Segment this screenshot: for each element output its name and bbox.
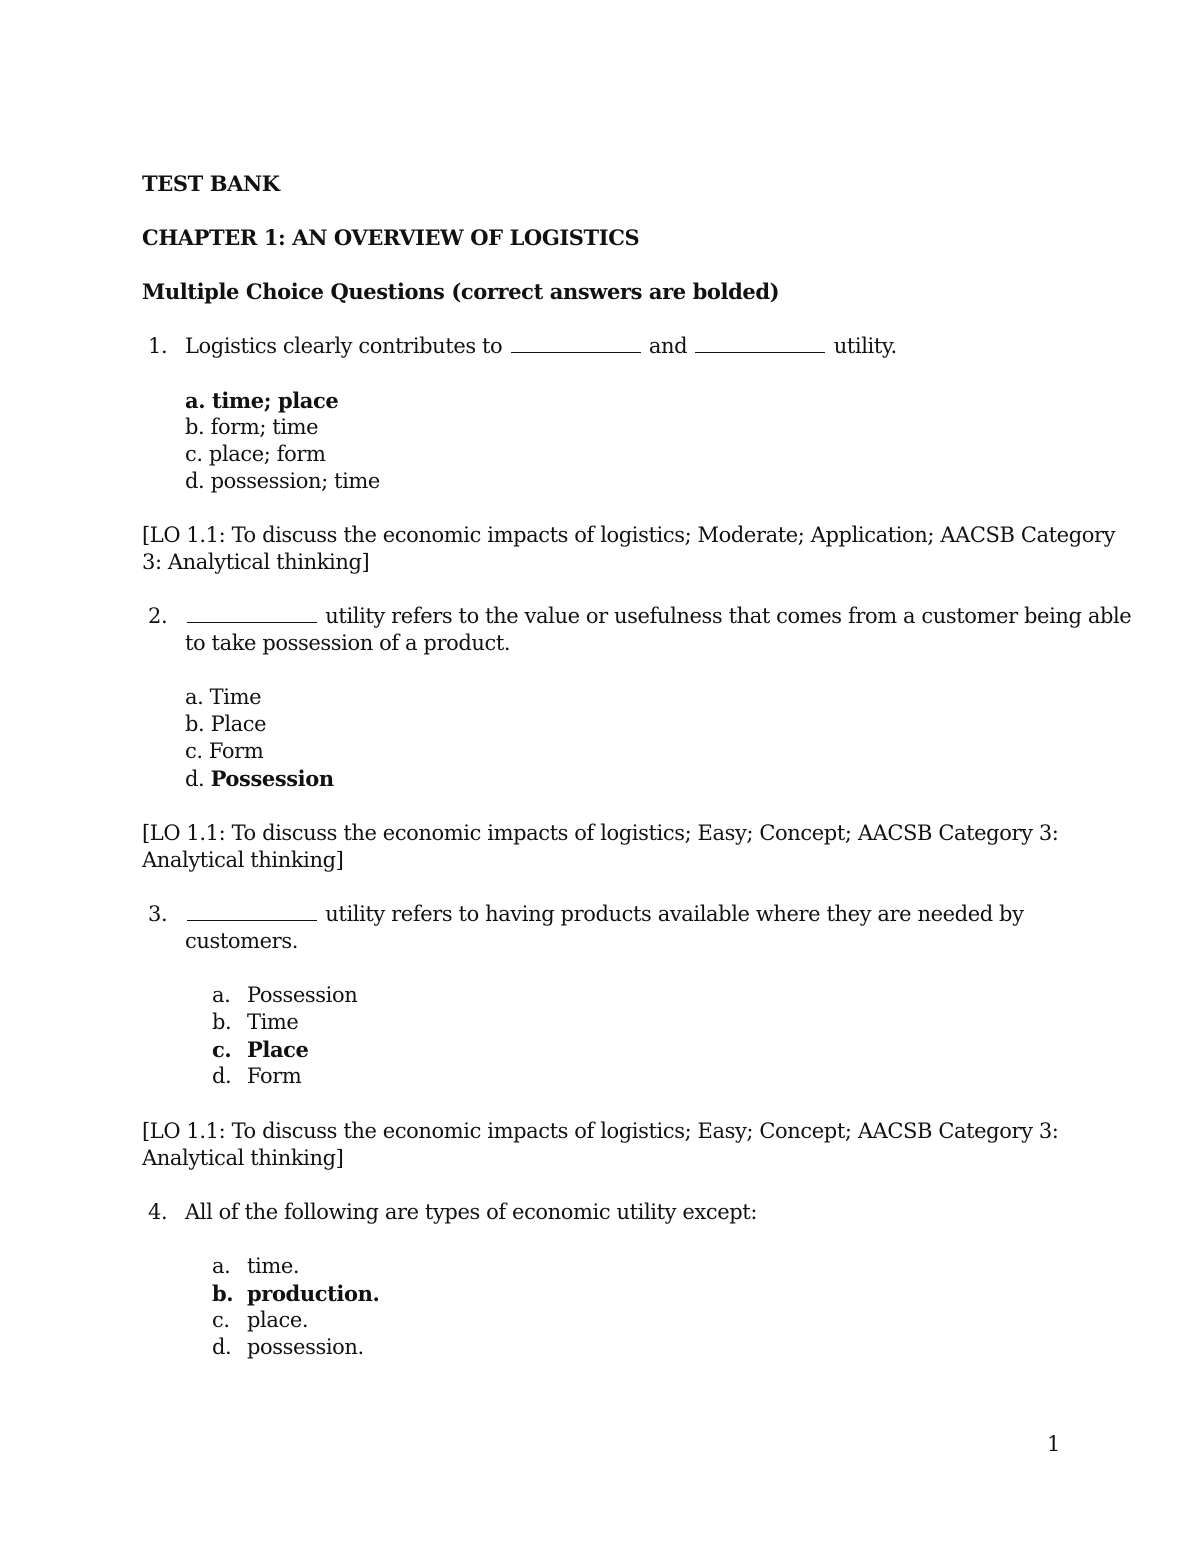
option: Time — [247, 1010, 299, 1034]
answer-blank — [187, 919, 317, 921]
option-correct: Place — [247, 1037, 309, 1062]
option: c. place; form — [185, 442, 326, 466]
option: c. Form — [185, 739, 264, 763]
learning-objective-note: Analytical thinking] — [142, 848, 344, 872]
option-letter: c. — [212, 1308, 230, 1332]
option-letter: d. — [212, 1335, 232, 1359]
chapter-heading: CHAPTER 1: AN OVERVIEW OF LOGISTICS — [142, 225, 640, 250]
option: possession. — [247, 1335, 364, 1359]
option-letter: a. — [212, 983, 231, 1007]
question-3-number: 3. — [148, 902, 168, 926]
option: Form — [247, 1064, 302, 1088]
learning-objective-note: 3: Analytical thinking] — [142, 550, 370, 574]
option: d. possession; time — [185, 469, 380, 493]
question-2-text: utility refers to the value or usefulness that comes from a customer being able — [185, 603, 1131, 630]
question-3-text: utility refers to having products available where they are needed by — [185, 901, 1024, 928]
question-1-text: Logistics clearly contributes to and utility. — [185, 334, 897, 358]
option-letter: c. — [212, 1037, 232, 1062]
option-correct: a. time; place — [185, 388, 339, 413]
option: time. — [247, 1254, 300, 1278]
question-4-text: All of the following are types of economic utility except: — [185, 1200, 758, 1224]
test-bank-title: TEST BANK — [142, 171, 280, 196]
question-4-number: 4. — [148, 1200, 168, 1224]
learning-objective-note: [LO 1.1: To discuss the economic impacts of logistics; Easy; Concept; AACSB Category 3: — [142, 821, 1059, 845]
answer-blank — [695, 351, 825, 353]
option: a. Time — [185, 685, 262, 709]
option: Possession — [247, 983, 358, 1007]
option: b. form; time — [185, 415, 319, 439]
option-letter: b. — [212, 1010, 232, 1034]
answer-blank — [511, 351, 641, 353]
option-correct: d. Possession — [185, 766, 334, 791]
answer-blank — [187, 621, 317, 623]
option-correct: production. — [247, 1281, 380, 1306]
question-3-text: customers. — [185, 929, 298, 953]
option: place. — [247, 1308, 309, 1332]
page-number: 1 — [1047, 1432, 1060, 1456]
question-1-number: 1. — [148, 334, 168, 358]
question-2-text: to take possession of a product. — [185, 631, 511, 655]
option-letter: d. — [212, 1064, 232, 1088]
section-heading: Multiple Choice Questions (correct answers are bolded) — [142, 279, 780, 304]
learning-objective-note: Analytical thinking] — [142, 1146, 344, 1170]
option-letter: b. — [212, 1281, 234, 1306]
learning-objective-note: [LO 1.1: To discuss the economic impacts of logistics; Easy; Concept; AACSB Category 3: — [142, 1119, 1059, 1143]
option: b. Place — [185, 712, 267, 736]
learning-objective-note: [LO 1.1: To discuss the economic impacts of logistics; Moderate; Application; AACSB Category — [142, 523, 1116, 547]
question-2-number: 2. — [148, 604, 168, 628]
option-letter: a. — [212, 1254, 231, 1278]
